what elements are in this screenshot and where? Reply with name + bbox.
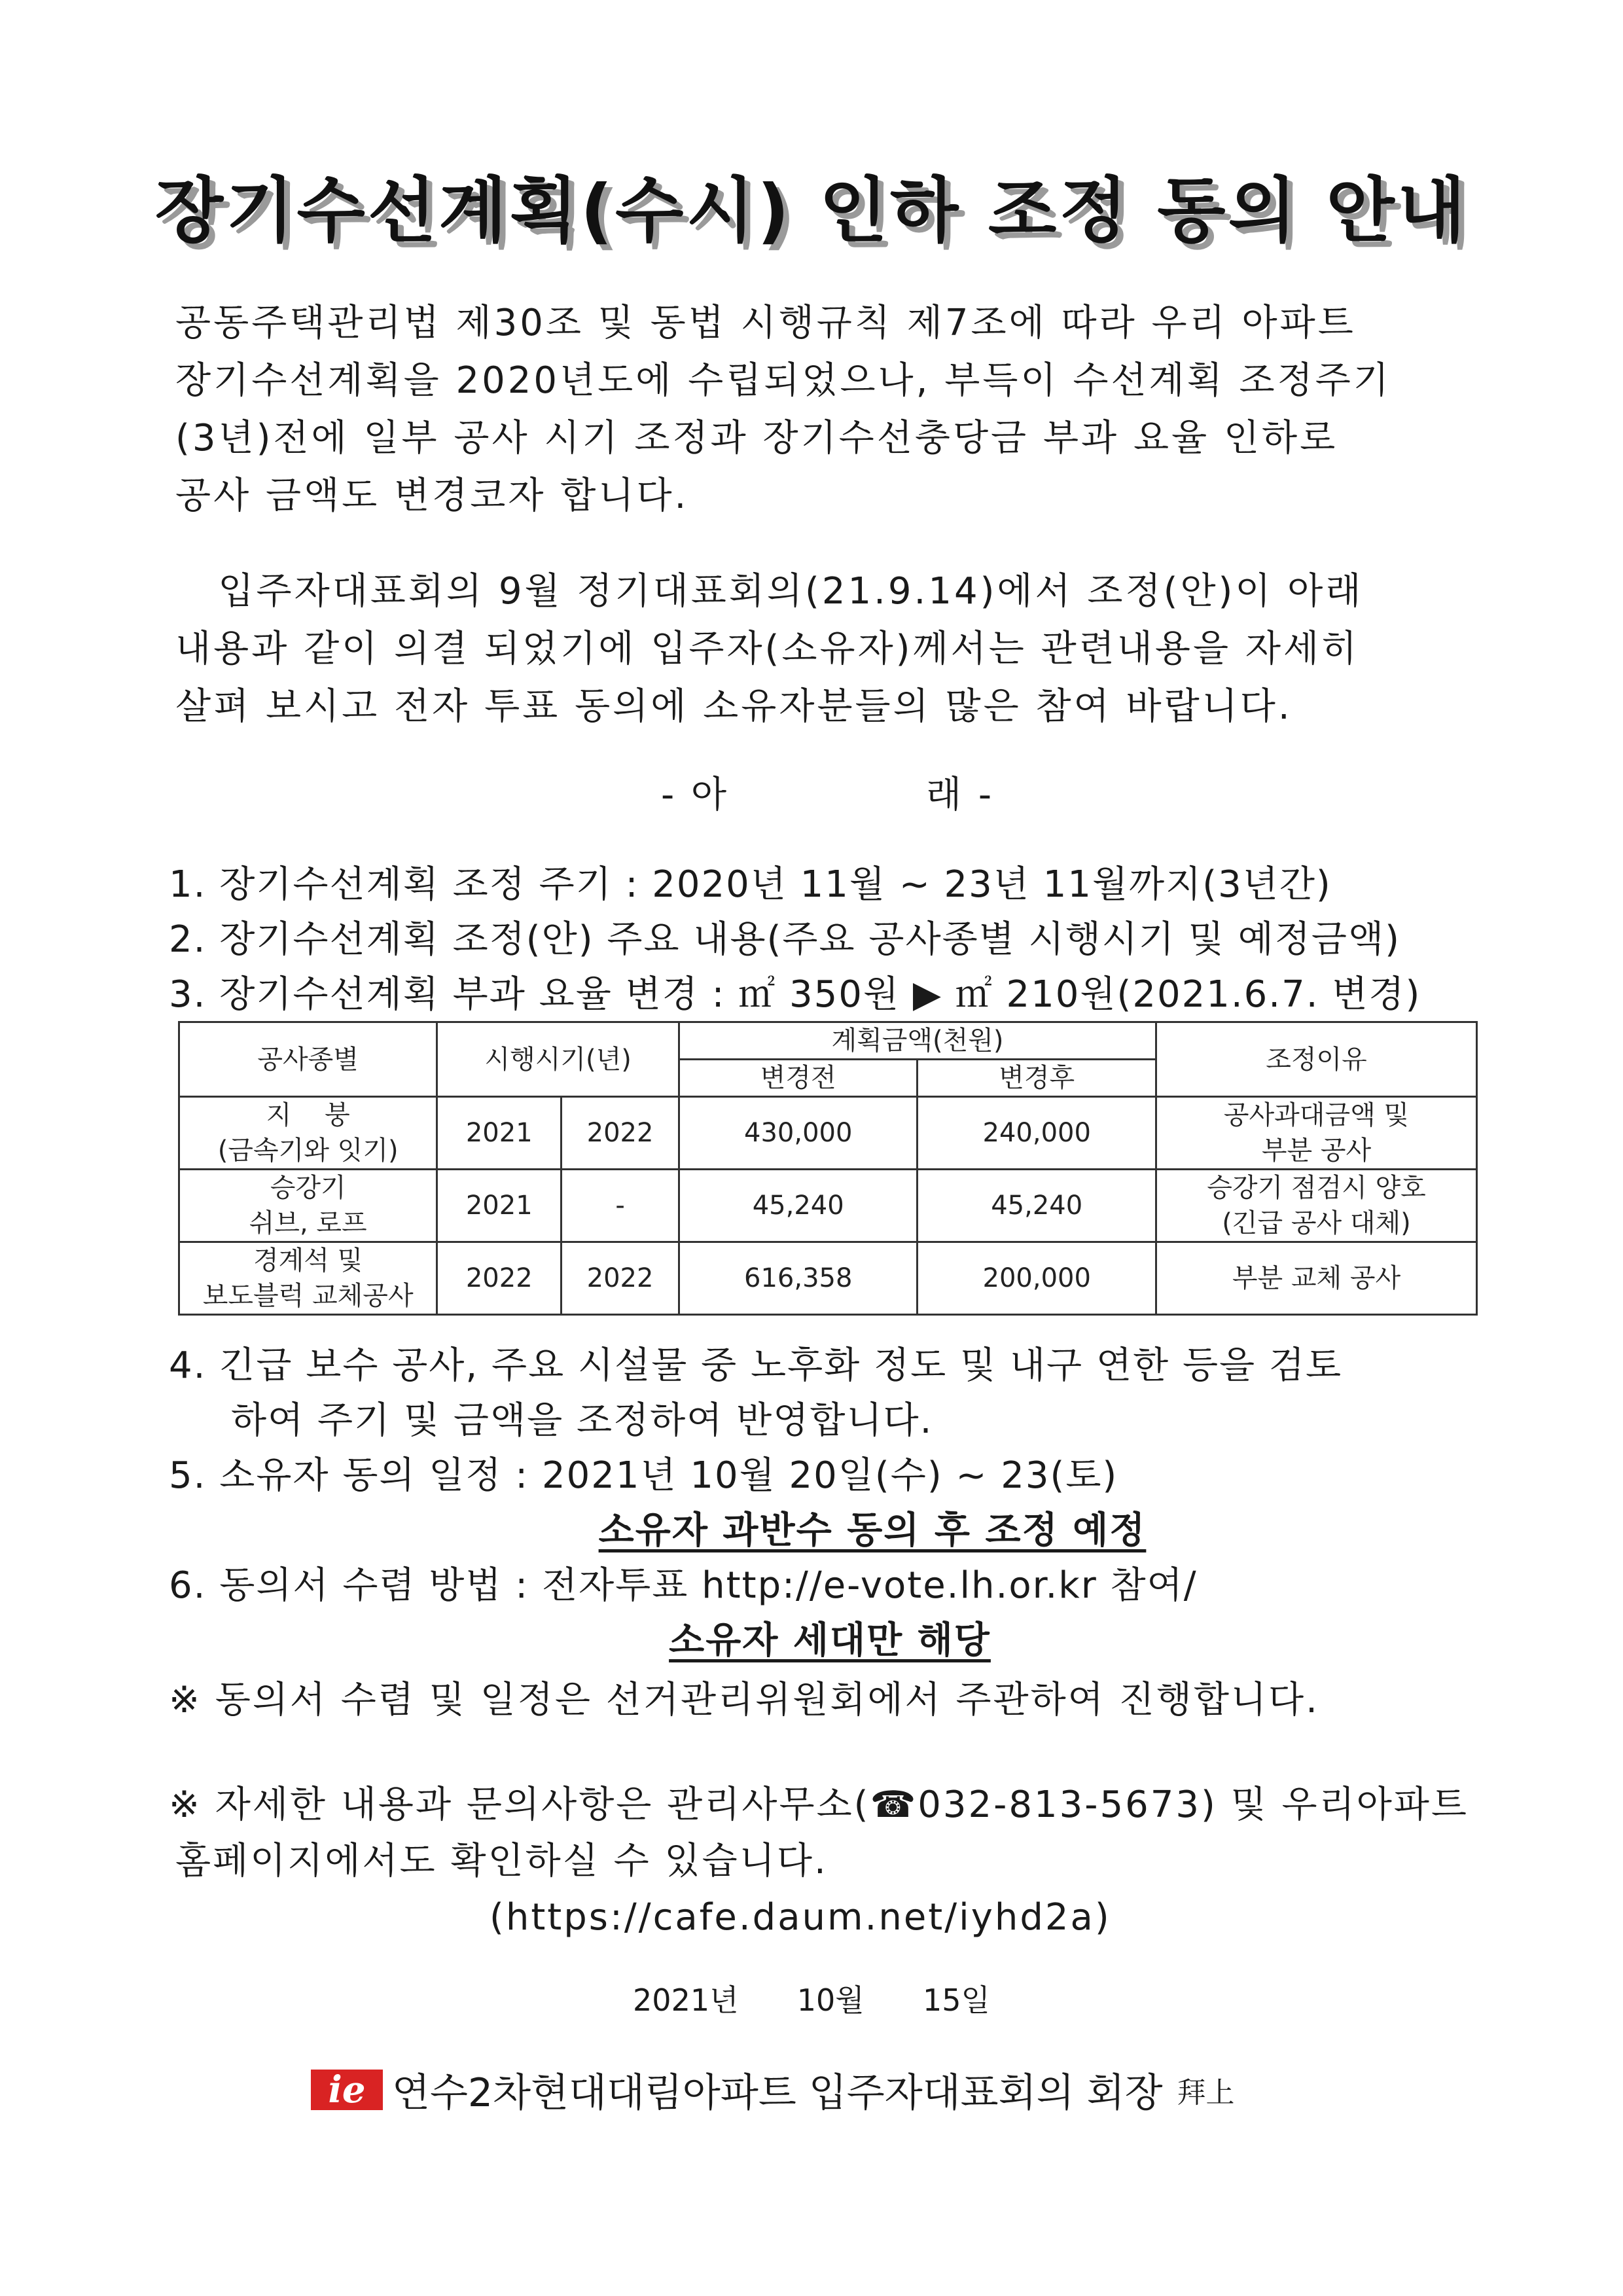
- signature-suffix: 拜上: [1177, 2076, 1235, 2109]
- cell-year-end: 2022: [562, 1242, 679, 1315]
- cell-after: 200,000: [918, 1242, 1156, 1315]
- item-4: 4. 긴급 보수 공사, 주요 시설물 중 노후화 정도 및 내구 연한 등을 검토: [169, 1344, 1343, 1387]
- cell-year-end: 2022: [562, 1097, 679, 1170]
- item-6-note: 소유자 세대만 해당: [669, 1619, 991, 1662]
- cell-year-start: 2021: [437, 1097, 562, 1170]
- table-row: [179, 1170, 1477, 1242]
- intro-paragraph: [175, 295, 1465, 525]
- signature-text: 연수2차현대대림아파트 입주자대표회의 회장: [392, 2070, 1163, 2116]
- item-5-note: 소유자 과반수 동의 후 조정 예정: [598, 1509, 1147, 1552]
- item-4-continued: 하여 주기 및 금액을 조정하여 반영합니다.: [231, 1399, 933, 1442]
- cell-before: 45,240: [679, 1170, 918, 1242]
- item-5: 5. 소유자 동의 일정 : 2021년 10월 20일(수) ~ 23(토): [169, 1454, 1118, 1497]
- header-period: 시행시기(년): [437, 1022, 679, 1097]
- meeting-line: 내용과 같이 의결 되었기에 입주자(소유자)께서는 관련내용을 자세히: [175, 628, 1360, 670]
- header-type: 공사종별: [179, 1022, 437, 1097]
- item-6: 6. 동의서 수렴 방법 : 전자투표 http://e-vote.lh.or.kr 참여/: [169, 1564, 1198, 1607]
- note-line: 홈페이지에서도 확인하실 수 있습니다.: [175, 1840, 828, 1882]
- item-1: 1. 장기수선계획 조정 주기 : 2020년 11월 ~ 23년 11월까지(3년간): [169, 863, 1332, 906]
- intro-line: 공동주택관리법 제30조 및 동법 시행규칙 제7조에 따라 우리 아파트: [175, 302, 1356, 344]
- cell-after: 45,240: [918, 1170, 1156, 1242]
- intro-line: 공사 금액도 변경코자 합니다.: [175, 475, 689, 517]
- cell-type: 지 붕 (금속기와 잇기): [179, 1097, 437, 1170]
- intro-line: 장기수선계획을 2020년도에 수립되었으나, 부득이 수선계획 조정주기: [175, 359, 1391, 402]
- cell-type: 경계석 및 보도블럭 교체공사: [179, 1242, 437, 1315]
- signature: [311, 2062, 1235, 2118]
- cell-reason: 승강기 점검시 양호 (긴급 공사 대체): [1156, 1170, 1476, 1242]
- header-amount: 계획금액(천원): [679, 1022, 1156, 1060]
- cell-after: 240,000: [918, 1097, 1156, 1170]
- cell-year-end: -: [562, 1170, 679, 1242]
- adjustment-table: [178, 1021, 1478, 1316]
- table-row: [179, 1097, 1477, 1170]
- meeting-line: 살펴 보시고 전자 투표 동의에 소유자분들의 많은 참여 바랍니다.: [175, 685, 1293, 728]
- items-list-bottom: [169, 1338, 1478, 1668]
- meeting-line: 입주자대표회의 9월 정기대표회의(21.9.14)에서 조정(안)이 아래: [175, 570, 1364, 613]
- meeting-paragraph: [175, 563, 1465, 736]
- cell-before: 430,000: [679, 1097, 918, 1170]
- header-reason: 조정이유: [1156, 1022, 1476, 1097]
- cafe-url: (https://cafe.daum.net/iyhd2a): [490, 1896, 1111, 1939]
- below-heading-left: - 아: [661, 774, 730, 816]
- table-row: [179, 1242, 1477, 1315]
- page-title: 장기수선계획(수시) 인하 조정 동의 안내: [154, 170, 1469, 252]
- note-election: [169, 1672, 1478, 1729]
- issue-date: 2021년 10월 15일: [633, 1982, 990, 2018]
- note-contact: [169, 1777, 1478, 1946]
- cell-before: 616,358: [679, 1242, 918, 1315]
- cell-type: 승강기 쉬브, 로프: [179, 1170, 437, 1242]
- note-line: ※ 자세한 내용과 문의사항은 관리사무소(☎032-813-5673) 및 우리아파트: [169, 1784, 1469, 1826]
- intro-line: (3년)전에 일부 공사 시기 조정과 장기수선충당금 부과 요율 인하로: [175, 417, 1338, 459]
- header-before: 변경전: [679, 1060, 918, 1097]
- apartment-logo: ie: [311, 2070, 383, 2110]
- item-3: 3. 장기수선계획 부과 요율 변경 : ㎡ 350원 ▶ ㎡ 210원(2021.6.7. 변경): [169, 973, 1421, 1016]
- header-after: 변경후: [918, 1060, 1156, 1097]
- cell-year-start: 2021: [437, 1170, 562, 1242]
- cell-reason: 부분 교체 공사: [1156, 1242, 1476, 1315]
- cell-reason: 공사과대금액 및 부분 공사: [1156, 1097, 1476, 1170]
- note-line: ※ 동의서 수렴 및 일정은 선거관리위원회에서 주관하여 진행합니다.: [169, 1679, 1319, 1721]
- cell-year-start: 2022: [437, 1242, 562, 1315]
- item-2: 2. 장기수선계획 조정(안) 주요 내용(주요 공사종별 시행시기 및 예정금액): [169, 918, 1400, 961]
- below-heading-right: 래 -: [926, 774, 995, 816]
- items-list-top: [169, 857, 1478, 1022]
